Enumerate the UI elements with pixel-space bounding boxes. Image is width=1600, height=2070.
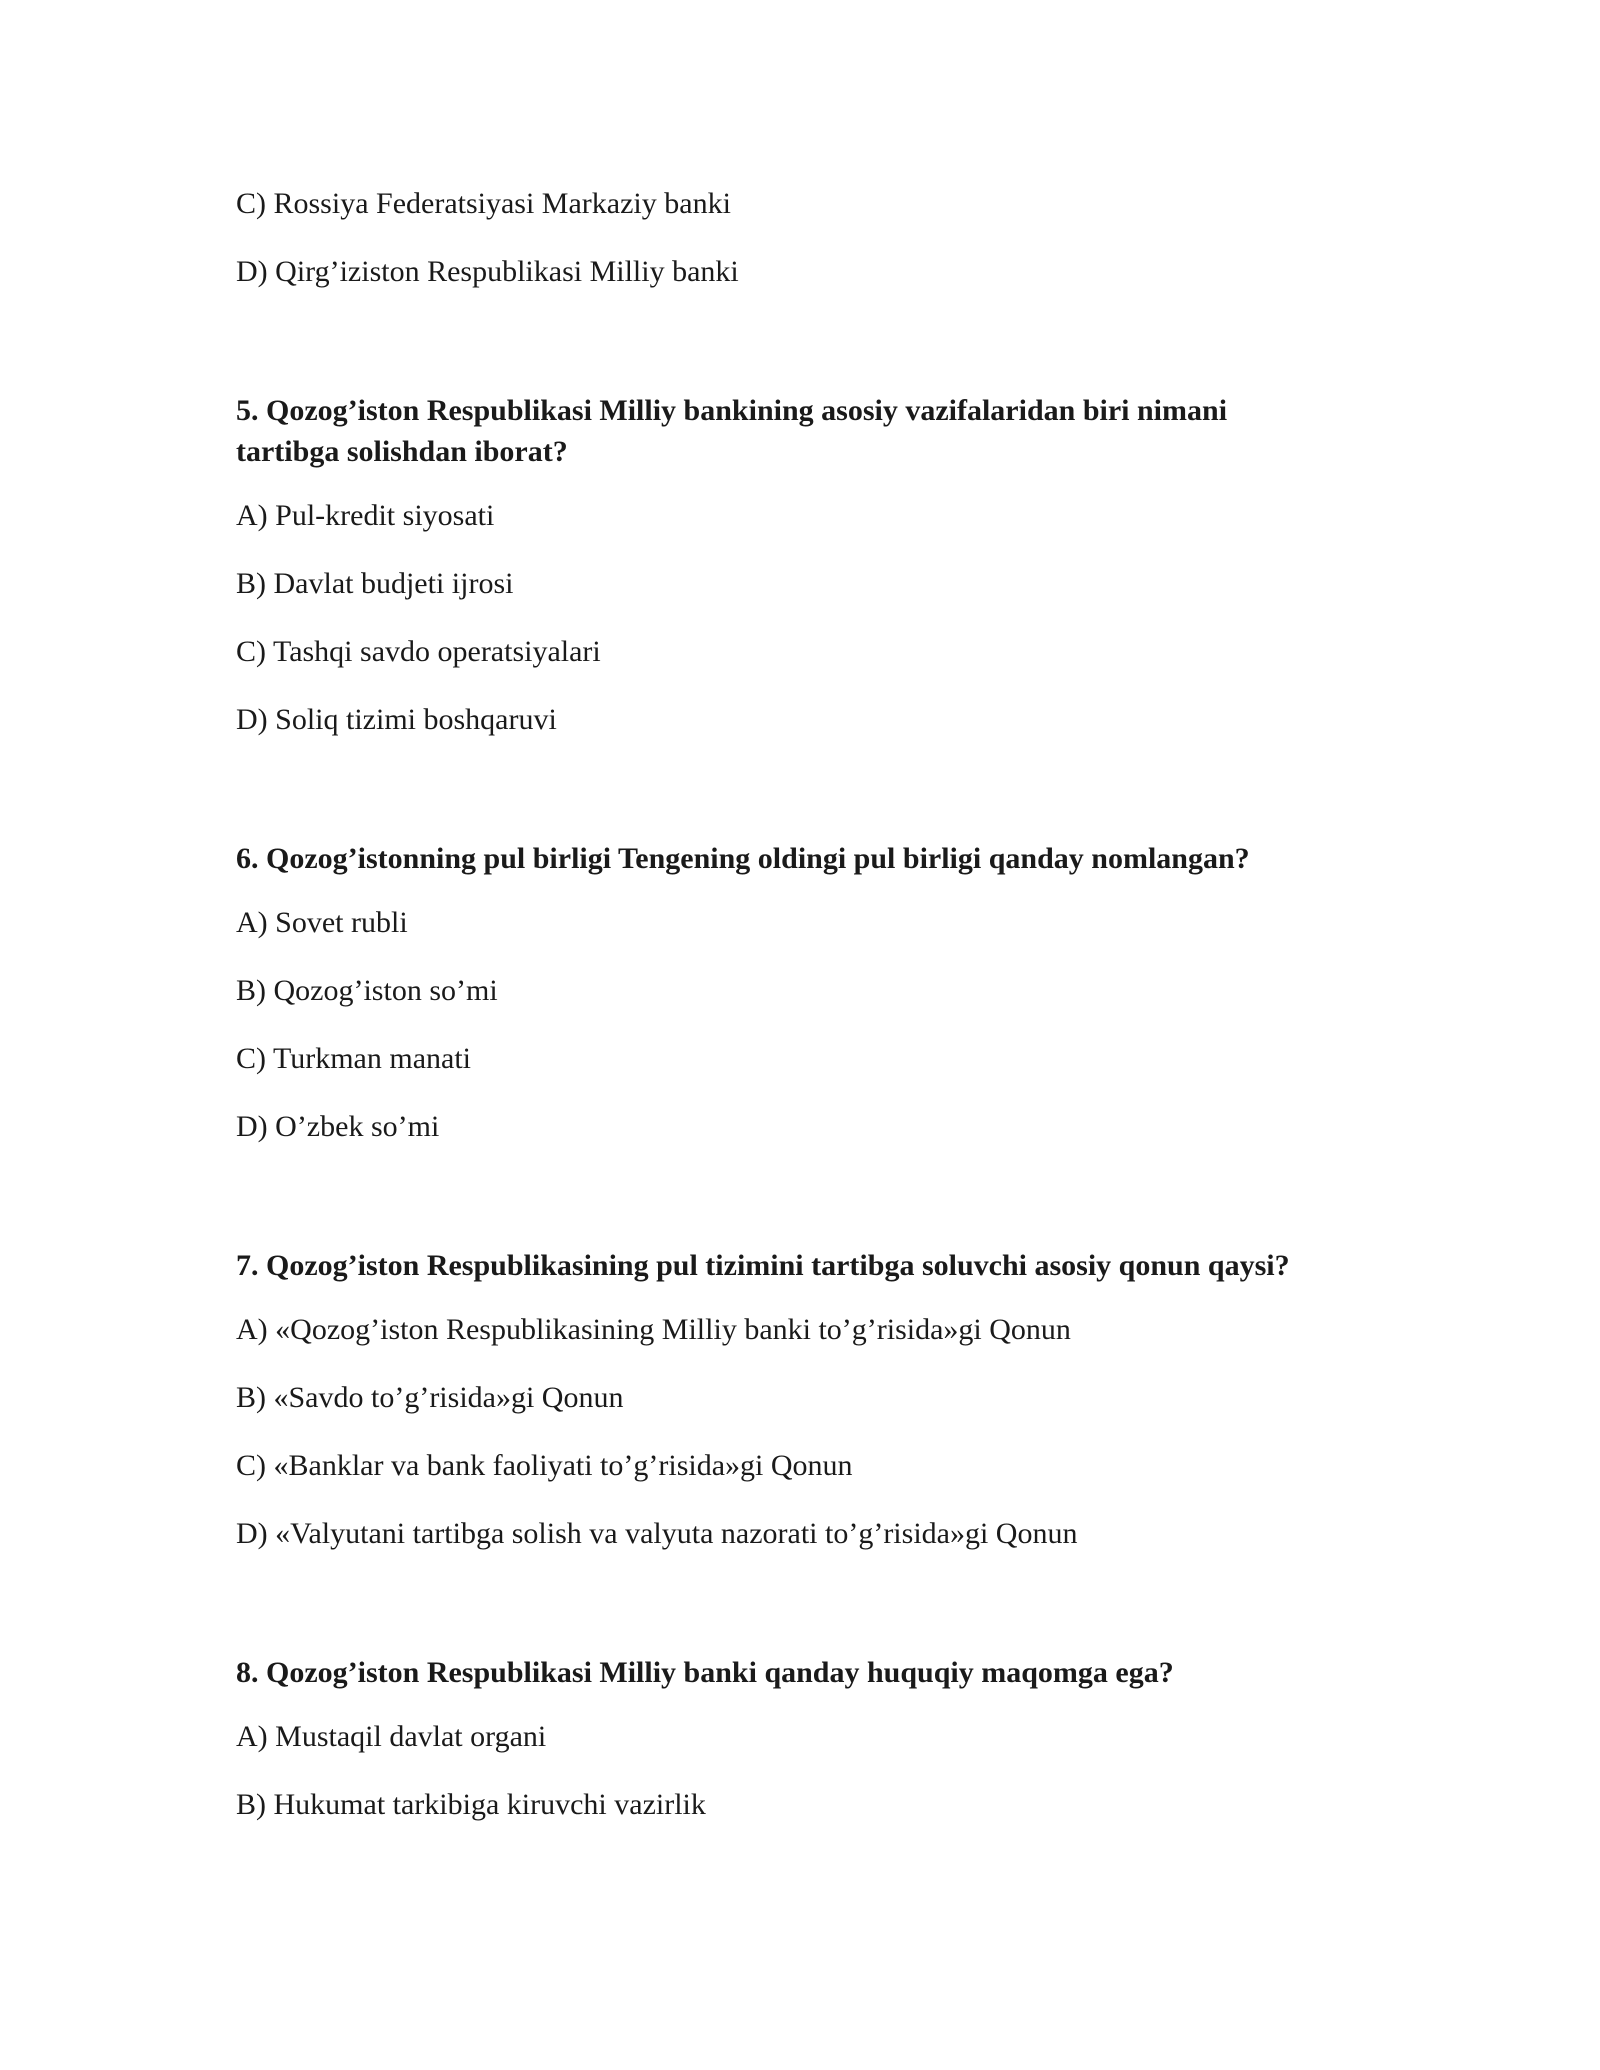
spacer [236,1177,1416,1245]
question-6-option-b: B) Qozog’iston so’mi [236,974,498,1007]
previous-question-option-c: C) Rossiya Federatsiyasi Markaziy banki [236,187,731,220]
question-8-option-b: B) Hukumat tarkibiga kiruvchi vazirlik [236,1788,706,1821]
question-7-option-b: B) «Savdo to’g’risida»gi Qonun [236,1381,624,1414]
question-7-text: 7. Qozog’iston Respublikasining pul tizimini tartibga soluvchi asosiy qonun qaysi? [236,1249,1290,1282]
spacer [236,322,1416,390]
question-6-block [236,838,1416,1145]
question-6-option-c: C) Turkman manati [236,1042,472,1075]
question-7-block [236,1245,1416,1552]
question-8-option-a: A) Mustaqil davlat organi [236,1720,547,1753]
quiz-content [236,186,1416,1855]
question-5-option-a: A) Pul-kredit siyosati [236,499,495,532]
question-7-option-d: D) «Valyutani tartibga solish va valyuta nazorati to’g’risida»gi Qonun [236,1517,1078,1550]
question-5-option-d: D) Soliq tizimi boshqaruvi [236,703,557,736]
question-6-option-d: D) O’zbek so’mi [236,1110,440,1143]
question-5-option-b: B) Davlat budjeti ijrosi [236,567,514,600]
question-6-text: 6. Qozog’istonning pul birligi Tengening oldingi pul birligi qanday nomlangan? [236,842,1250,875]
question-5-text: 5. Qozog’iston Respublikasi Milliy bankining asosiy vazifalaridan biri nimani tartibga solishdan iborat? [236,394,1228,468]
question-5-block [236,390,1416,738]
spacer [236,770,1416,838]
question-8-block [236,1652,1416,1823]
previous-question-option-d: D) Qirg’iziston Respublikasi Milliy banki [236,255,739,288]
question-6-option-a: A) Sovet rubli [236,906,408,939]
question-5-option-c: C) Tashqi savdo operatsiyalari [236,635,601,668]
question-8-text: 8. Qozog’iston Respublikasi Milliy banki qanday huquqiy maqomga ega? [236,1656,1174,1689]
spacer [236,1584,1416,1652]
question-7-option-c: C) «Banklar va bank faoliyati to’g’risida»gi Qonun [236,1449,853,1482]
question-7-option-a: A) «Qozog’iston Respublikasining Milliy banki to’g’risida»gi Qonun [236,1313,1071,1346]
